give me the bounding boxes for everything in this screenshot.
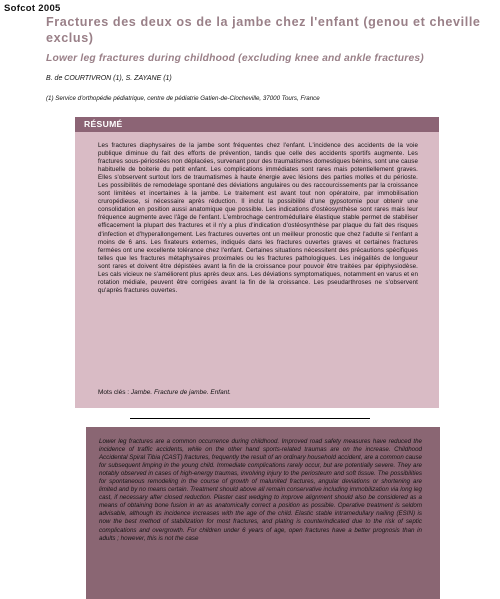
article-title-fr: Fractures des deux os de la jambe chez l'enfant (genou et cheville exclus) — [46, 15, 481, 45]
journal-brand: Sofcot 2005 — [4, 3, 61, 14]
abstract-text: Lower leg fractures are a common occurrence during childhood. Improved road safety measures have reduced the incidence of traffic accidents, while on the other hand sports-related traumas are on the increase. Childhood Accidental Spiral Tibia (CAST) fractures, frequently the result of an ordinary household accident, are a common cause for subsequent limping in the young child. Immediate complications rarely occur, but are potentially severe. They are notably observed in cases of high-energy traumas, involving injury to the periosteum and soft tissue. The possibilities for spontaneous remodeling in the course of growth of malunited fractures, angular deviations or shortening are limited and by no means certain. Treatment should above all remain conservative including immobilization via long leg cast, if necessary after closed reduction. Plaster cast wedging to improve alignment should also be considered as a means of obtaining bone fusion in an as anatomically correct a position as possible. Operative treatment is seldom advisable, although its incidence increases with the age of the child. Elastic stable intramedullary nailing (ESIN) is now the best method of stabilization for most fractures, and plating is counterindicated due to the risk of septic complications and overgrowth. For children under 6 years of age, open fractures have a better prognosis than in adults ; however, this is not the case — [99, 438, 422, 542]
abstract-box — [86, 427, 440, 599]
keywords-label: Mots clés : — [98, 389, 130, 396]
resume-text: Les fractures diaphysaires de la jambe sont fréquentes chez l'enfant. L'incidence des accidents de la voie publique diminue du fait des efforts de prévention, tandis que celle des accidents sportifs augmente. Les fractures sous-périostées non déplacées, survenant pour des traumatismes domestiques bénins, sont une cause habituelle de boiterie du petit enfant. Les complications immédiates sont rares mais potentiellement graves. Elles s'observent surtout lors de traumatismes à haute énergie avec lésions des parties molles et du périoste. Les possibilités de remodelage spontané des déviations angulaires ou des raccourcissements par la croissance sont limitées et incertaines à la jambe. Le traitement est avant tout non opératoire, par immobilisation cruropédieuse, si nécessaire après réduction. Il inclut la possibilité d'une gypsotomie pour obtenir une consolidation en position aussi anatomique que possible. Les indications d'ostéosynthèse sont rares mais leur fréquence augmente avec l'âge de l'enfant. L'embrochage centromédullaire élastique stable permet de stabiliser efficacement la plupart des fractures et il n'y a plus d'indication d'ostéosynthèse par plaque du fait des risques d'infection et d'hyperallongement. Les fractures ouvertes ont un meilleur pronostic que chez l'adulte si l'enfant a moins de 6 ans. Les fixateurs externes, indiqués dans les fractures ouvertes graves et certaines fractures fermées ont une excellente tolérance chez l'enfant. Certaines situations nécessitent des précautions spécifiques telles que les fractures métaphysaires proximales ou les fractures pathologiques. Les inégalités de longueur sont rares et doivent être dépistées avant la fin de la croissance pour pouvoir être traitées par épiphysiodèse. Les cals vicieux ne s'améliorent plus après deux ans. Les déviations symptomatiques, notamment en varus et en rotation médiale, peuvent être corrigées avant la fin de la croissance. Les pseudarthroses ne s'observent qu'après fractures ouvertes. — [98, 142, 418, 294]
keywords — [98, 389, 231, 396]
resume-box — [75, 117, 439, 408]
authors: B. de COURTIVRON (1), S. ZAYANE (1) — [46, 75, 172, 82]
keywords-values: Jambe. Fracture de jambe. Enfant. — [130, 389, 231, 396]
section-divider — [130, 418, 370, 419]
resume-header-bar — [75, 117, 439, 132]
resume-heading: RÉSUMÉ — [84, 119, 123, 129]
article-title-en: Lower leg fractures during childhood (excluding knee and ankle fractures) — [46, 53, 424, 64]
affiliation: (1) Service d'orthopédie pédiatrique, centre de pédiatrie Gatien-de-Clocheville, 37000 Tours, France — [46, 95, 320, 102]
